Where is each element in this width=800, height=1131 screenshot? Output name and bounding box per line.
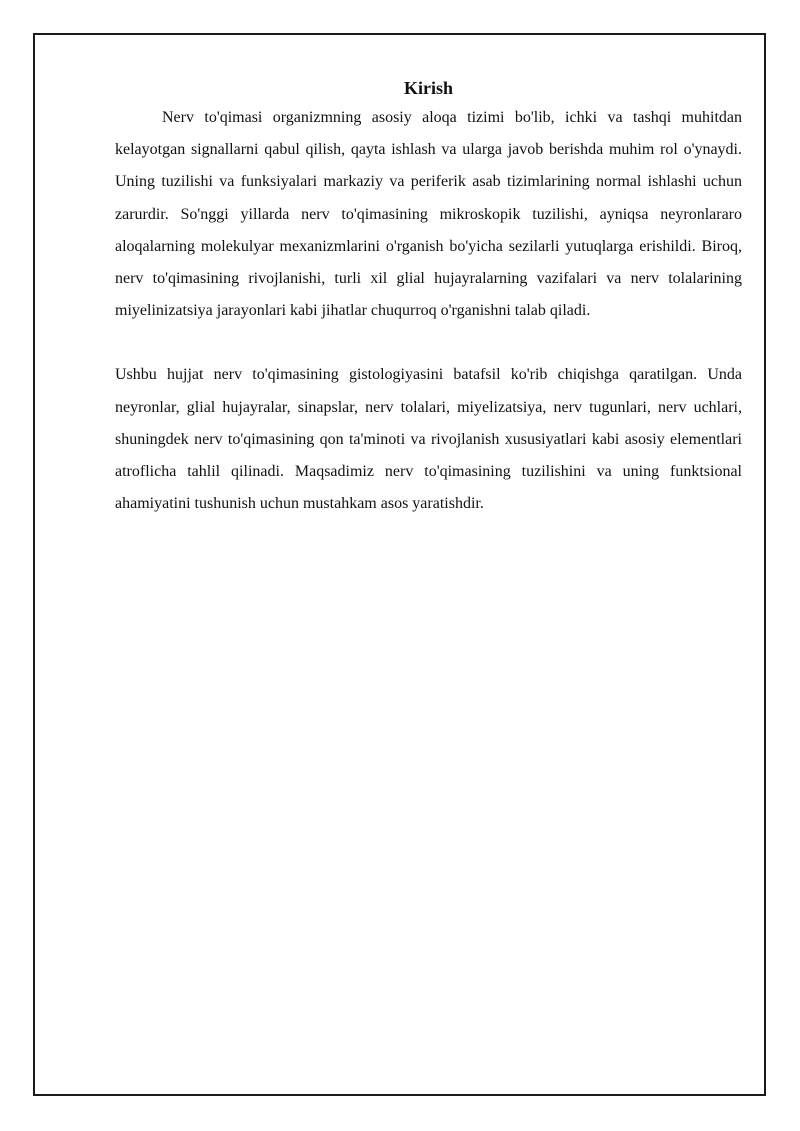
- paragraph-introduction: Nerv to'qimasi organizmning asosiy aloqa tizimi bo'lib, ichki va tashqi muhitdan kelayotgan signallarni qabul qilish, qayta ishlash va ularga javob berishda muhim rol o'ynaydi. Uning tuzilishi va funksiyalari markaziy va periferik asab tizimlarining normal ishlashi uchun zarurdir. So'nggi yillarda nerv to'qimasining mikroskopik tuzilishi, ayniqsa neyronlararo aloqalarning molekulyar mexanizmlarini o'rganish bo'yicha sezilarli yutuqlarga erishildi. Biroq, nerv to'qimasining rivojlanishi, turli xil glial hujayralarning vazifalari va nerv tolalarining miyelinizatsiya jarayonlari kabi jihatlar chuqurroq o'rganishni talab qiladi.: [115, 109, 742, 320]
- paragraph-spacer: [115, 327, 742, 359]
- document-body: [115, 74, 742, 520]
- document-title: Kirish: [403, 78, 453, 98]
- paragraph-purpose: Ushbu hujjat nerv to'qimasining gistologiyasini batafsil ko'rib chiqishga qaratilgan. Unda neyronlar, glial hujayralar, sinapslar, nerv tolalari, miyelizatsiya, nerv tugunlari, nerv uchlari, shuningdek nerv to'qimasining qon ta'minoti va rivojlanish xususiyatlari kabi asosiy elementlari atroflicha tahlil qilinadi. Maqsadimiz nerv to'qimasining tuzilishini va uning funktsional ahamiyatini tushunish uchun mustahkam asos yaratishdir.: [115, 366, 742, 513]
